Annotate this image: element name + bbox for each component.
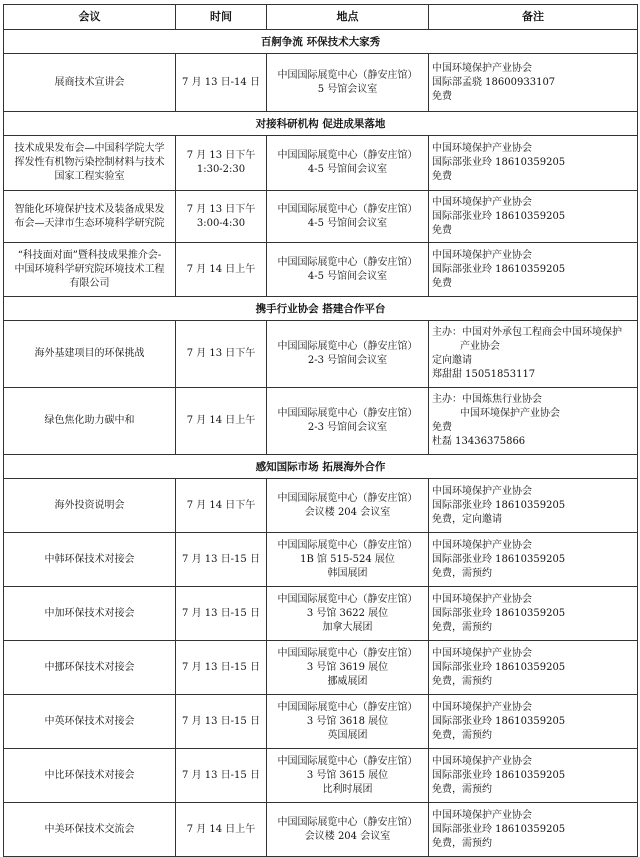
table-row bbox=[4, 695, 638, 749]
meeting-name-cell-line: 绿色焦化助力碳中和 bbox=[44, 415, 135, 426]
meeting-time-cell bbox=[176, 54, 267, 112]
meeting-remarks-cell-line: 中国环境保护产业协会 bbox=[432, 701, 532, 713]
meeting-time-cell bbox=[176, 695, 267, 749]
meeting-time-cell-line: 1:30-2:30 bbox=[196, 164, 246, 175]
meeting-remarks-cell bbox=[429, 587, 638, 641]
meeting-location-cell-line: 挪威展团 bbox=[327, 675, 368, 687]
meeting-time-cell-line: 7 月 13 日下午 bbox=[186, 203, 256, 215]
meeting-remarks-cell-line: 中国环境保护产业协会 bbox=[432, 196, 532, 208]
meeting-location-cell-line: 中国国际展览中心（静安庄馆） bbox=[277, 593, 418, 605]
meeting-location-cell-line: 3 号馆 3619 展位 bbox=[306, 661, 389, 673]
meeting-location-cell-line: 中国国际展览中心（静安庄馆） bbox=[277, 701, 418, 713]
meeting-time-cell bbox=[176, 479, 267, 533]
meeting-name-cell-line: 中比环保技术对接会 bbox=[44, 769, 135, 781]
meeting-remarks-cell-line: 主办：中国对外承包工程商会中国环境保护 bbox=[432, 327, 622, 338]
meeting-location-cell-line: 中国国际展览中心（静安庄馆） bbox=[277, 539, 418, 551]
meeting-remarks-cell-line: 国际部张业玲 18610359205 bbox=[432, 210, 566, 222]
meeting-name-cell-line: 中加环保技术对接会 bbox=[44, 607, 135, 619]
meeting-time-cell-line: 7 月 13 日-14 日 bbox=[182, 76, 260, 88]
table-body bbox=[4, 30, 638, 857]
meeting-location-cell bbox=[267, 641, 429, 695]
meeting-remarks-cell-line: 免费，定向邀请 bbox=[432, 513, 502, 525]
meeting-name-cell bbox=[4, 533, 176, 587]
meeting-remarks-cell-line: 免费，需预约 bbox=[432, 675, 492, 687]
meeting-remarks-cell bbox=[429, 243, 638, 297]
meeting-name-cell bbox=[4, 749, 176, 803]
meeting-time-cell-line: 7 月 14 日上午 bbox=[186, 415, 256, 426]
meeting-remarks-cell-line: 中国环境保护产业协会 bbox=[460, 408, 560, 419]
meeting-time-cell bbox=[176, 388, 267, 455]
meeting-location-cell-line: 4-5 号馆间会议室 bbox=[307, 164, 388, 175]
table-row bbox=[4, 749, 638, 803]
meeting-location-cell bbox=[267, 321, 429, 388]
meeting-remarks-cell-line: 免费 bbox=[432, 224, 452, 236]
meeting-remarks-cell-line: 中国环境保护产业协会 bbox=[432, 485, 532, 497]
meeting-remarks-cell bbox=[429, 695, 638, 749]
meeting-time-cell-line: 7 月 14 日下午 bbox=[186, 499, 256, 511]
meeting-remarks-cell-line: 免费，需预约 bbox=[432, 783, 492, 795]
meeting-remarks-cell-line: 国际部张业玲 18610359205 bbox=[432, 823, 566, 835]
meeting-location-cell-line: 中国国际展览中心（静安庄馆） bbox=[277, 150, 418, 161]
meeting-time-cell bbox=[176, 641, 267, 695]
meeting-remarks-cell bbox=[429, 533, 638, 587]
header-location: 地点 bbox=[267, 5, 429, 30]
meeting-name-cell-line: 海外投资说明会 bbox=[54, 499, 125, 511]
meeting-name-cell bbox=[4, 136, 176, 191]
meeting-location-cell-line: 3 号馆 3615 展位 bbox=[306, 769, 389, 781]
meeting-name-cell-line: “科技面对面”暨科技成果推介会- bbox=[17, 249, 162, 261]
meeting-remarks-cell-line: 中国环境保护产业协会 bbox=[432, 143, 532, 154]
meeting-time-cell-line: 7 月 13 日-15 日 bbox=[182, 607, 260, 619]
meeting-location-cell-line: 4-5 号馆间会议室 bbox=[307, 270, 388, 282]
meeting-name-cell bbox=[4, 191, 176, 243]
header-meeting: 会议 bbox=[4, 5, 176, 30]
meeting-location-cell-line: 会议楼 204 会议室 bbox=[304, 506, 391, 518]
meeting-time-cell-line: 7 月 14 日上午 bbox=[186, 823, 256, 835]
meeting-location-cell-line: 3 号馆 3618 展位 bbox=[306, 715, 389, 727]
meeting-location-cell-line: 3 号馆 3622 展位 bbox=[306, 607, 389, 619]
meeting-remarks-cell-line: 国际部张业玲 18610359205 bbox=[432, 661, 566, 673]
meeting-name-cell bbox=[4, 479, 176, 533]
meeting-remarks-cell bbox=[429, 54, 638, 112]
meeting-name-cell bbox=[4, 803, 176, 857]
meeting-remarks-cell-line: 产业协会 bbox=[460, 341, 500, 352]
meeting-name-cell-line: 国家工程实验室 bbox=[54, 171, 125, 182]
meeting-remarks-cell-line: 中国环境保护产业协会 bbox=[432, 593, 532, 605]
meeting-remarks-cell bbox=[429, 803, 638, 857]
meeting-location-cell bbox=[267, 54, 429, 112]
meeting-location-cell-line: 2-3 号馆间会议室 bbox=[307, 355, 388, 366]
meeting-time-cell bbox=[176, 587, 267, 641]
meeting-time-cell-line: 7 月 13 日-15 日 bbox=[182, 769, 260, 781]
header-time: 时间 bbox=[176, 5, 267, 30]
meeting-name-cell-line: 有限公司 bbox=[69, 277, 110, 289]
meeting-location-cell-line: 2-3 号馆间会议室 bbox=[307, 422, 388, 433]
meeting-remarks-cell-line: 杜磊 13436375866 bbox=[432, 436, 526, 447]
meeting-location-cell-line: 中国国际展览中心（静安庄馆） bbox=[277, 341, 418, 352]
section-header-row bbox=[4, 112, 638, 136]
meeting-remarks-cell-line: 国际部孟骁 18600933107 bbox=[432, 76, 556, 88]
table-row bbox=[4, 641, 638, 695]
meeting-location-cell-line: 1B 馆 515-524 展位 bbox=[300, 553, 395, 565]
meeting-name-cell bbox=[4, 243, 176, 297]
meeting-time-cell-line: 7 月 13 日-15 日 bbox=[182, 715, 260, 727]
table-row bbox=[4, 191, 638, 243]
meeting-name-cell-line: 挥发性有机物污染控制材料与技术 bbox=[14, 157, 165, 168]
section-title: 百舸争流 环保技术大家秀 bbox=[4, 30, 638, 54]
meeting-name-cell bbox=[4, 54, 176, 112]
meeting-name-cell-line: 智能化环境保护技术及装备成果发 bbox=[14, 203, 165, 215]
section-header-row bbox=[4, 455, 638, 479]
meeting-remarks-cell bbox=[429, 321, 638, 388]
meeting-time-cell-line: 7 月 13 日-15 日 bbox=[182, 661, 260, 673]
meeting-location-cell bbox=[267, 533, 429, 587]
meeting-name-cell-line: 中国环境科学研究院环境技术工程 bbox=[14, 263, 165, 275]
meeting-remarks-cell-line: 中国环境保护产业协会 bbox=[432, 249, 532, 261]
meeting-time-cell bbox=[176, 321, 267, 388]
meeting-remarks-cell-line: 主办：中国炼焦行业协会 bbox=[432, 394, 542, 405]
section-header-row bbox=[4, 297, 638, 321]
meeting-location-cell-line: 中国国际展览中心（静安庄馆） bbox=[277, 492, 418, 504]
meeting-name-cell bbox=[4, 388, 176, 455]
meeting-location-cell-line: 会议楼 204 会议室 bbox=[304, 830, 391, 842]
meeting-location-cell-line: 中国国际展览中心（静安庄馆） bbox=[277, 408, 418, 419]
meeting-remarks-cell-line: 郑甜甜 15051853117 bbox=[432, 369, 536, 380]
meeting-remarks-cell-line: 免费 bbox=[432, 90, 452, 102]
meeting-location-cell bbox=[267, 803, 429, 857]
meeting-location-cell bbox=[267, 479, 429, 533]
meeting-name-cell bbox=[4, 321, 176, 388]
meeting-location-cell-line: 4-5 号馆间会议室 bbox=[307, 217, 388, 229]
meeting-location-cell-line: 加拿大展团 bbox=[322, 621, 373, 633]
meeting-name-cell bbox=[4, 587, 176, 641]
meeting-name-cell-line: 中英环保技术对接会 bbox=[44, 715, 135, 727]
section-title: 携手行业协会 搭建合作平台 bbox=[4, 297, 638, 321]
meeting-remarks-cell-line: 国际部张业玲 18610359205 bbox=[432, 263, 566, 275]
meeting-time-cell-line: 7 月 14 日上午 bbox=[186, 263, 256, 275]
meeting-remarks-cell-line: 中国环境保护产业协会 bbox=[432, 539, 532, 551]
section-title: 感知国际市场 拓展海外合作 bbox=[4, 455, 638, 479]
meeting-remarks-cell-line: 国际部张业玲 18610359205 bbox=[432, 553, 566, 565]
meeting-remarks-cell-line: 免费 bbox=[432, 171, 452, 182]
meeting-name-cell-line: 展商技术宣讲会 bbox=[54, 76, 125, 88]
section-title: 对接科研机构 促进成果落地 bbox=[4, 112, 638, 136]
meeting-location-cell-line: 中国国际展览中心（静安庄馆） bbox=[277, 69, 418, 81]
meeting-location-cell-line: 中国国际展览中心（静安庄馆） bbox=[277, 203, 418, 215]
table-row bbox=[4, 803, 638, 857]
meeting-time-cell-line: 7 月 13 日下午 bbox=[186, 348, 256, 359]
meeting-location-cell bbox=[267, 749, 429, 803]
meeting-time-cell bbox=[176, 803, 267, 857]
meeting-location-cell-line: 中国国际展览中心（静安庄馆） bbox=[277, 256, 418, 268]
table-row bbox=[4, 587, 638, 641]
meeting-location-cell bbox=[267, 191, 429, 243]
meeting-remarks-cell bbox=[429, 191, 638, 243]
meeting-location-cell-line: 中国国际展览中心（静安庄馆） bbox=[277, 816, 418, 828]
meeting-location-cell bbox=[267, 587, 429, 641]
meeting-location-cell bbox=[267, 136, 429, 191]
table-row bbox=[4, 321, 638, 388]
meeting-remarks-cell bbox=[429, 749, 638, 803]
meeting-remarks-cell-line: 免费 bbox=[432, 277, 452, 289]
table-row bbox=[4, 479, 638, 533]
meeting-remarks-cell-line: 国际部张业玲 18610359205 bbox=[432, 499, 566, 511]
meeting-remarks-cell-line: 国际部张业玲 18610359205 bbox=[432, 607, 566, 619]
table-row bbox=[4, 136, 638, 191]
section-header-row bbox=[4, 30, 638, 54]
table-row bbox=[4, 388, 638, 455]
meeting-remarks-cell-line: 免费，需预约 bbox=[432, 837, 492, 849]
header-remarks: 备注 bbox=[429, 5, 638, 30]
table-row bbox=[4, 533, 638, 587]
meeting-remarks-cell bbox=[429, 479, 638, 533]
meeting-remarks-cell bbox=[429, 641, 638, 695]
meeting-location-cell-line: 英国展团 bbox=[327, 729, 368, 741]
meeting-name-cell-line: 技术成果发布会—中国科学院大学 bbox=[14, 143, 165, 154]
meeting-time-cell bbox=[176, 191, 267, 243]
meeting-remarks-cell-line: 中国环境保护产业协会 bbox=[432, 809, 532, 821]
schedule-document bbox=[3, 4, 637, 857]
meeting-remarks-cell-line: 定向邀请 bbox=[432, 355, 472, 366]
table-row bbox=[4, 243, 638, 297]
header-row bbox=[4, 5, 638, 30]
meeting-location-cell bbox=[267, 695, 429, 749]
meeting-name-cell-line: 海外基建项目的环保挑战 bbox=[34, 348, 145, 359]
meeting-location-cell-line: 比利时展团 bbox=[322, 783, 373, 795]
meeting-name-cell-line: 中美环保技术交流会 bbox=[44, 823, 135, 835]
meeting-remarks-cell-line: 免费 bbox=[432, 422, 452, 433]
meeting-remarks-cell-line: 国际部张业玲 18610359205 bbox=[432, 157, 566, 168]
meeting-remarks-cell-line: 中国环境保护产业协会 bbox=[432, 755, 532, 767]
meeting-remarks-cell bbox=[429, 388, 638, 455]
meeting-location-cell-line: 中国国际展览中心（静安庄馆） bbox=[277, 647, 418, 659]
meeting-name-cell-line: 中韩环保技术对接会 bbox=[44, 553, 135, 565]
meeting-location-cell bbox=[267, 388, 429, 455]
meeting-location-cell-line: 韩国展团 bbox=[327, 567, 368, 579]
meeting-remarks-cell-line: 中国环境保护产业协会 bbox=[432, 62, 532, 74]
meeting-remarks-cell-line: 中国环境保护产业协会 bbox=[432, 647, 532, 659]
meeting-remarks-cell-line: 免费，需预约 bbox=[432, 621, 492, 633]
meeting-remarks-cell-line: 免费，需预约 bbox=[432, 567, 492, 579]
meeting-remarks-cell-line: 国际部张业玲 18610359205 bbox=[432, 715, 566, 727]
meeting-remarks-cell-line: 免费，需预约 bbox=[432, 729, 492, 741]
meeting-time-cell bbox=[176, 243, 267, 297]
meeting-time-cell bbox=[176, 533, 267, 587]
meeting-time-cell-line: 7 月 13 日下午 bbox=[186, 150, 256, 161]
table-row bbox=[4, 54, 638, 112]
meeting-name-cell bbox=[4, 695, 176, 749]
meeting-remarks-cell bbox=[429, 136, 638, 191]
meeting-time-cell-line: 3:00-4:30 bbox=[196, 217, 246, 229]
meeting-time-cell-line: 7 月 13 日-15 日 bbox=[182, 553, 260, 565]
meeting-location-cell-line: 中国国际展览中心（静安庄馆） bbox=[277, 755, 418, 767]
meeting-schedule-table bbox=[3, 4, 638, 857]
meeting-name-cell-line: 中挪环保技术对接会 bbox=[44, 661, 135, 673]
meeting-remarks-cell-line: 国际部张业玲 18610359205 bbox=[432, 769, 566, 781]
meeting-location-cell bbox=[267, 243, 429, 297]
meeting-location-cell-line: 5 号馆会议室 bbox=[317, 83, 378, 95]
meeting-name-cell bbox=[4, 641, 176, 695]
meeting-time-cell bbox=[176, 136, 267, 191]
meeting-time-cell bbox=[176, 749, 267, 803]
meeting-name-cell-line: 布会—天津市生态环境科学研究院 bbox=[14, 217, 165, 229]
